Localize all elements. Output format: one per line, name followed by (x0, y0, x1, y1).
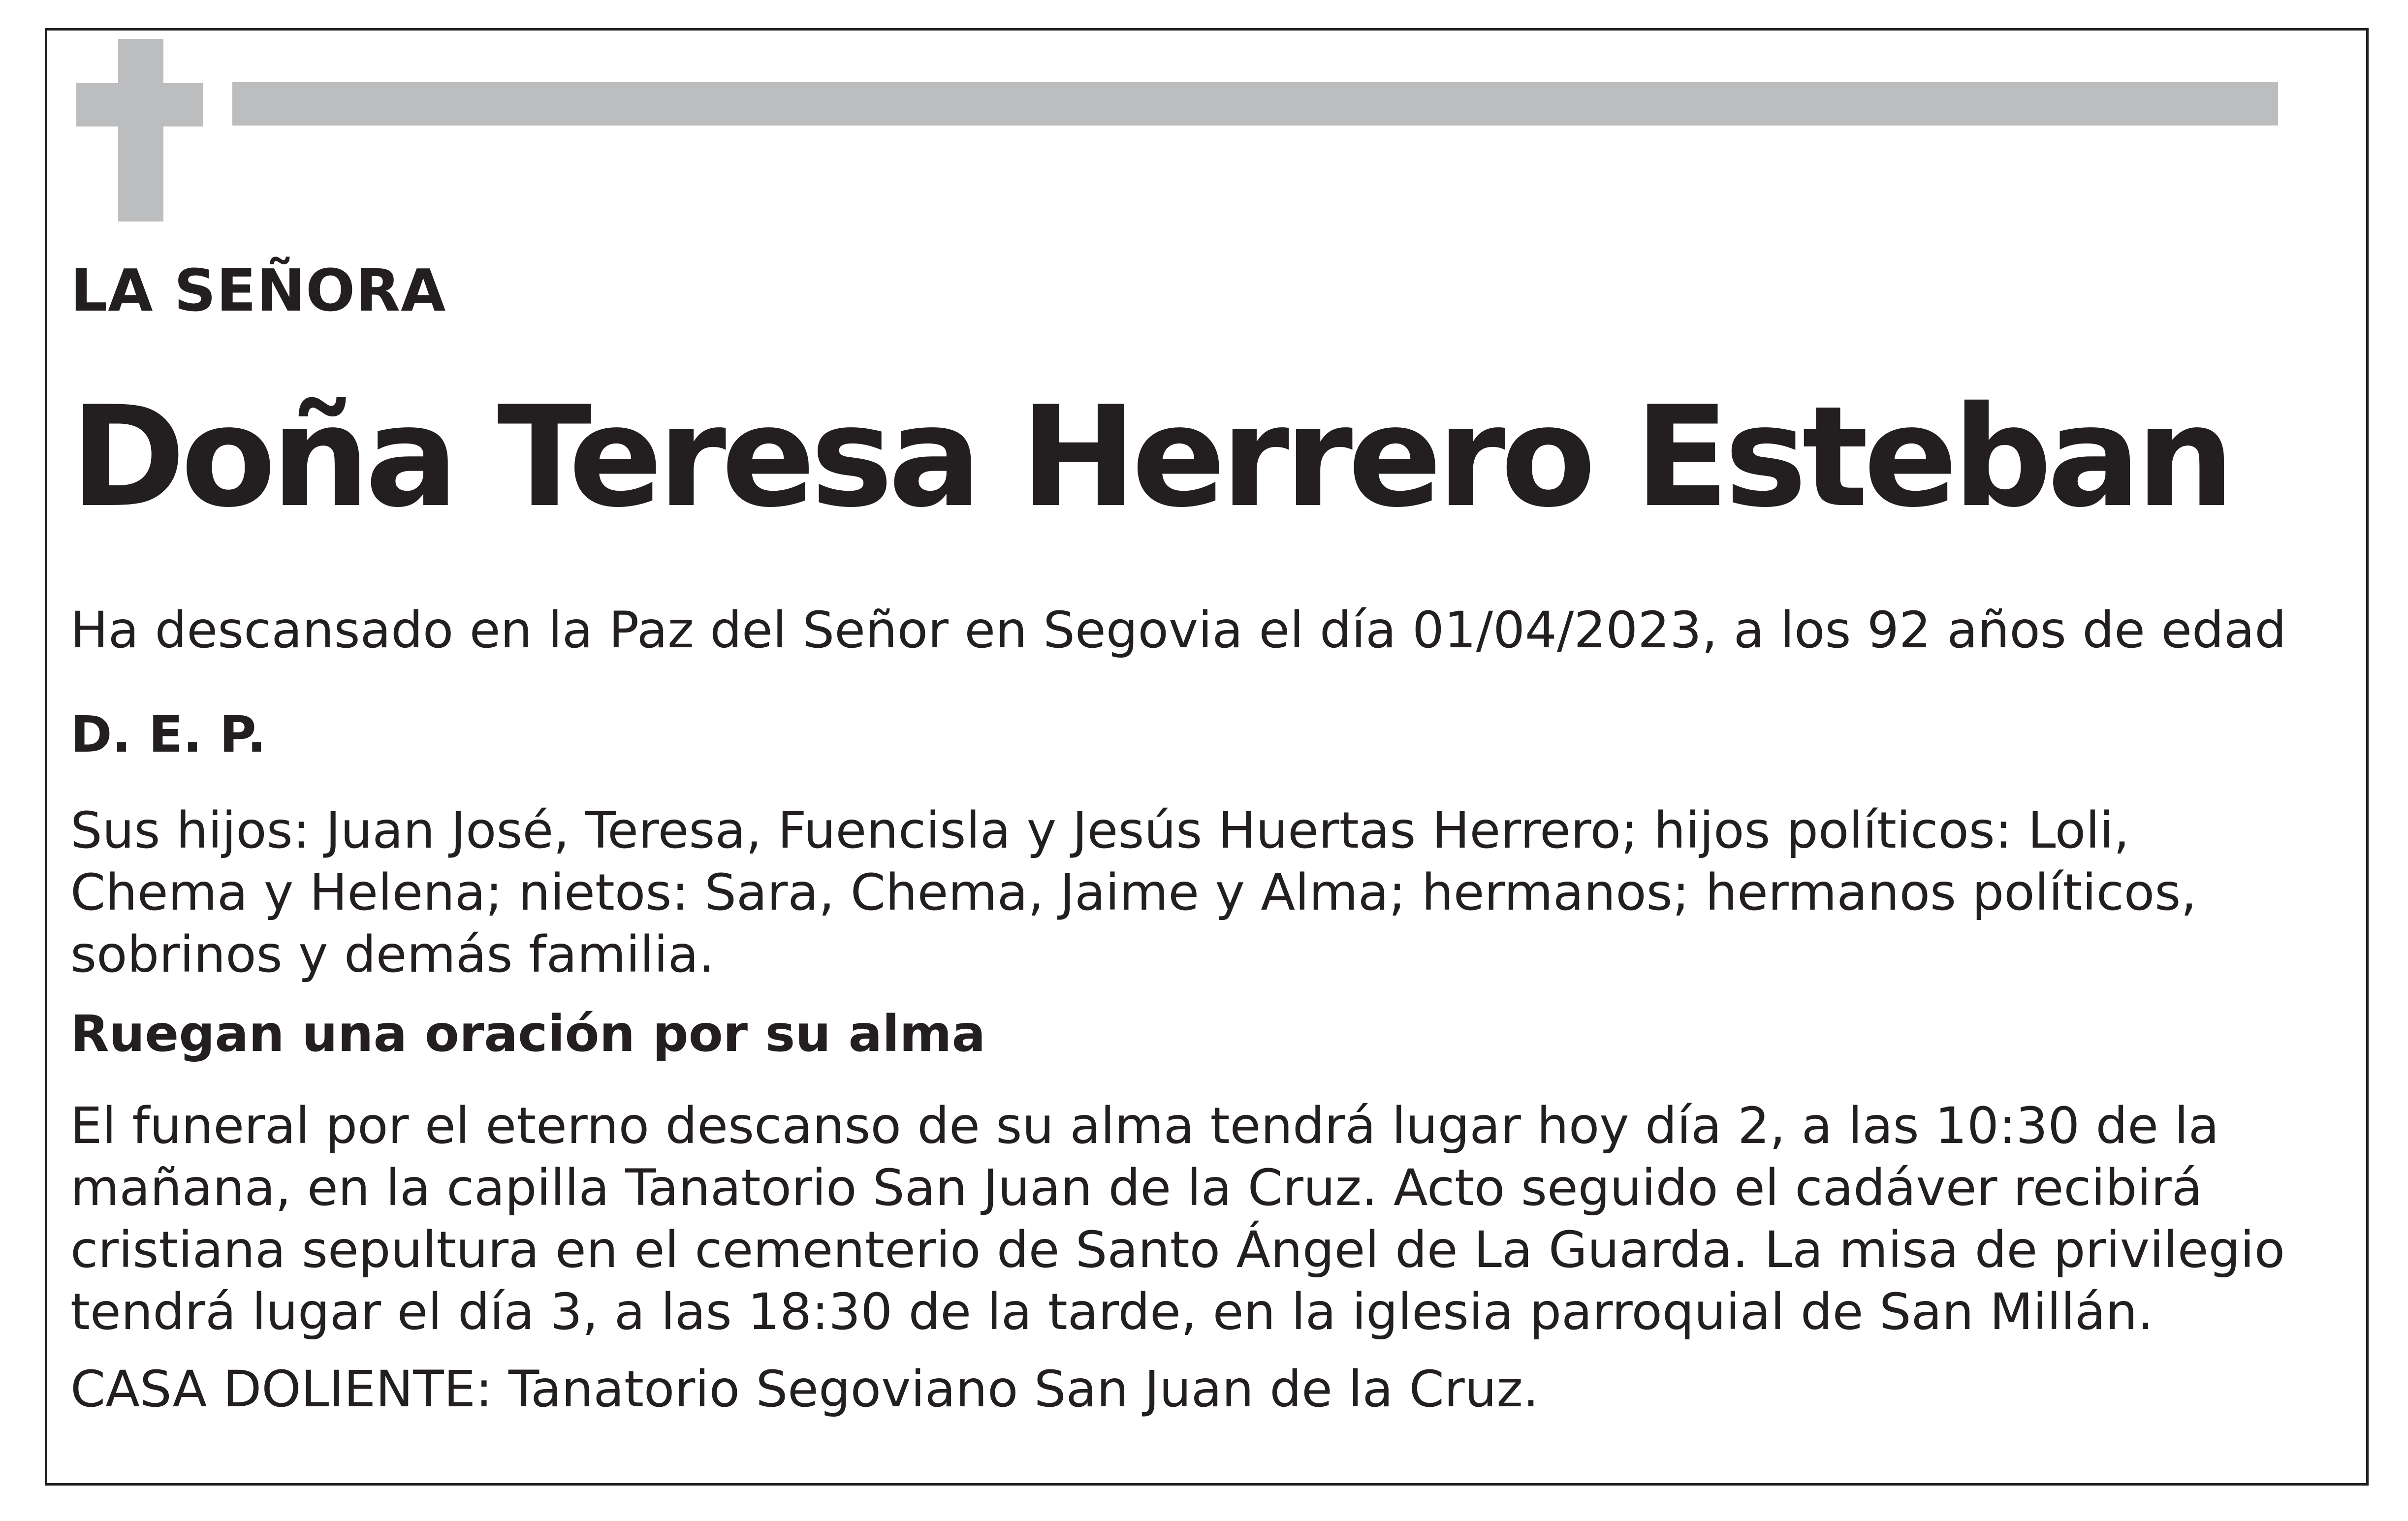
cross-vertical-bar (118, 39, 163, 222)
dep-text: D. E. P. (70, 705, 266, 764)
announcement-text: Ha descansado en la Paz del Señor en Segovia el día 01/04/2023, a los 92 años de edad (70, 601, 2286, 660)
family-line: Sus hijos: Juan José, Teresa, Fuencisla y Jesús Huertas Herrero; hijos políticos: Loli, (70, 801, 2130, 860)
casa-doliente-text: CASA DOLIENTE: Tanatorio Segoviano San Juan de la Cruz. (70, 1360, 1539, 1419)
funeral-line: tendrá lugar el día 3, a las 18:30 de la tarde, en la iglesia parroquial de San Millán. (70, 1283, 2154, 1341)
cross-icon (76, 39, 203, 222)
deceased-name: Doña Teresa Herrero Esteban (70, 376, 2230, 538)
cross-horizontal-bar (76, 83, 203, 127)
family-line: sobrinos y demás familia. (70, 925, 715, 984)
funeral-line: cristiana sepultura en el cementerio de Santo Ángel de La Guarda. La misa de privilegio (70, 1221, 2285, 1279)
family-paragraph (70, 800, 2354, 986)
header-rule (232, 82, 2278, 126)
honorific-prefix: LA SEÑORA (70, 256, 446, 324)
funeral-paragraph (70, 1095, 2354, 1343)
funeral-line: El funeral por el eterno descanso de su alma tendrá lugar hoy día 2, a las 10:30 de la (70, 1097, 2219, 1155)
family-line: Chema y Helena; nietos: Sara, Chema, Jaime y Alma; hermanos; hermanos políticos, (70, 863, 2197, 922)
funeral-line: mañana, en la capilla Tanatorio San Juan de la Cruz. Acto seguido el cadáver recibirá (70, 1159, 2203, 1217)
prayer-heading: Ruegan una oración por su alma (70, 1005, 986, 1063)
